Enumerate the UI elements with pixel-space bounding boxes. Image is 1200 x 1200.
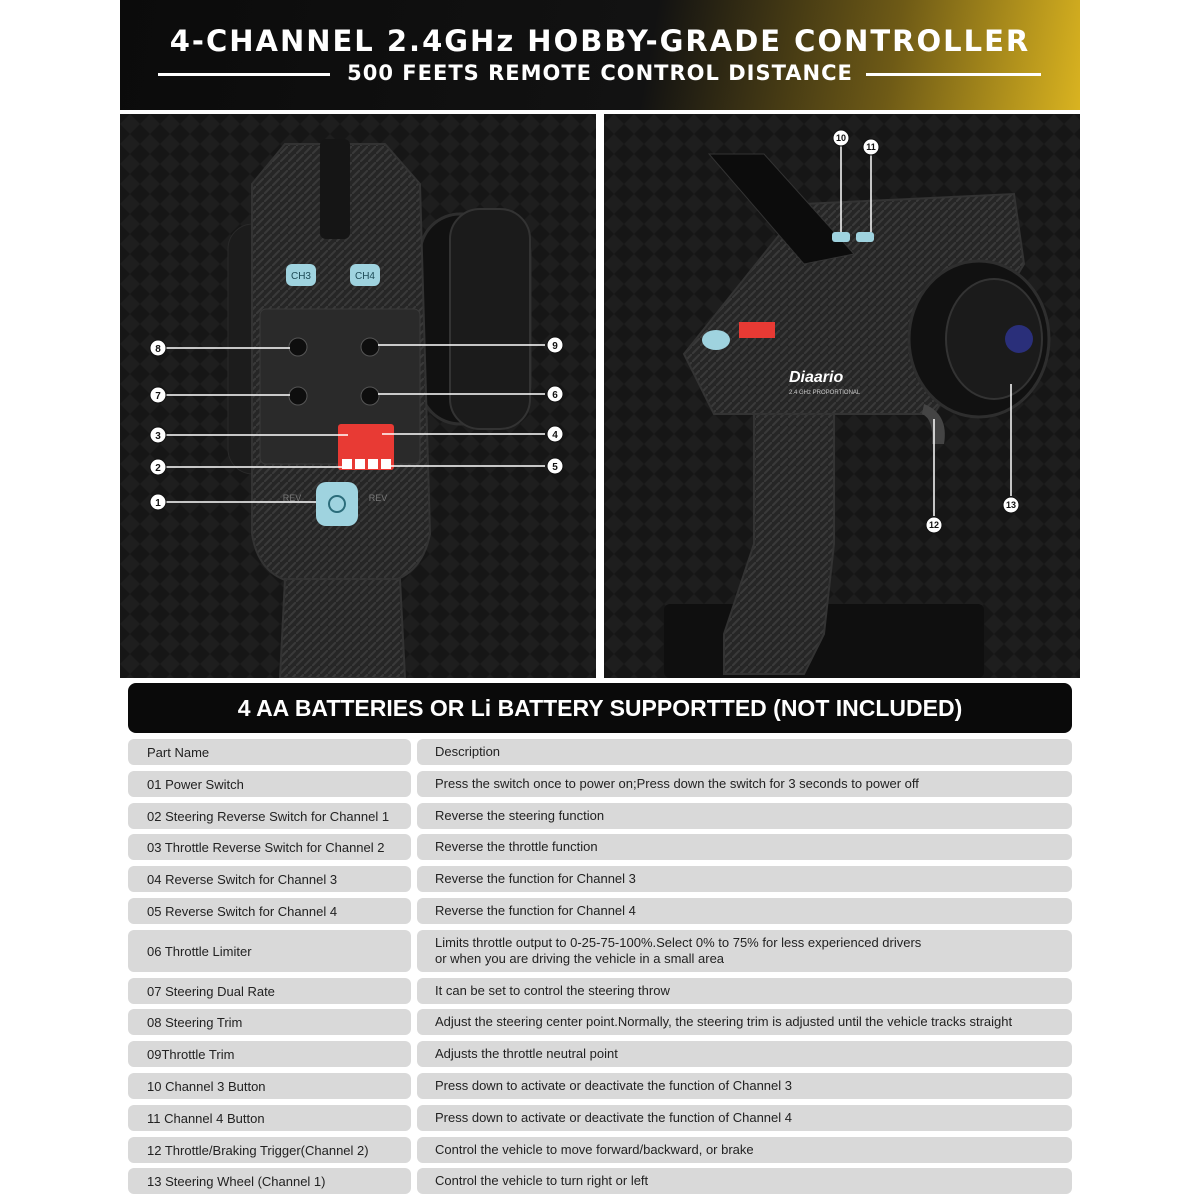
table-row bbox=[128, 771, 1072, 797]
part-description: Control the vehicle to move forward/backward, or brake bbox=[417, 1137, 1072, 1163]
part-name: 07 Steering Dual Rate bbox=[128, 978, 411, 1004]
callout-3-label: 3 bbox=[155, 431, 161, 442]
side-power-button[interactable] bbox=[702, 330, 730, 350]
side-view-illustration bbox=[604, 114, 1080, 678]
callout-9-label: 9 bbox=[552, 341, 558, 352]
callout-12-label: 12 bbox=[928, 520, 940, 530]
part-description-line-1: Limits throttle output to 0-25-75-100%.Select 0% to 75% for less experienced drivers bbox=[435, 935, 922, 950]
table-row bbox=[128, 930, 1072, 972]
part-name: 12 Throttle/Braking Trigger(Channel 2) bbox=[128, 1137, 411, 1163]
part-name: 04 Reverse Switch for Channel 3 bbox=[128, 866, 411, 892]
callout-10-label: 10 bbox=[835, 133, 847, 143]
front-view-illustration bbox=[120, 114, 596, 678]
power-button[interactable] bbox=[316, 482, 358, 526]
side-ch3-button[interactable] bbox=[832, 232, 850, 242]
callout-7-label: 7 bbox=[155, 391, 161, 402]
header-description: Description bbox=[417, 739, 1072, 765]
table-row bbox=[128, 834, 1072, 860]
header-part-name: Part Name bbox=[128, 739, 411, 765]
part-name: 09Throttle Trim bbox=[128, 1041, 411, 1067]
part-description: It can be set to control the steering throw bbox=[417, 978, 1072, 1004]
throttle-trim-knob[interactable] bbox=[361, 338, 379, 356]
part-description: Adjust the steering center point.Normally, the steering trim is adjusted until the vehicle tracks straight bbox=[417, 1009, 1072, 1035]
callout-6-label: 6 bbox=[552, 390, 558, 401]
side-switch-block[interactable] bbox=[739, 322, 775, 338]
rev-label-left: REV bbox=[282, 493, 302, 503]
wheel-hub bbox=[1005, 325, 1033, 353]
table-row bbox=[128, 898, 1072, 924]
table-header-row bbox=[128, 739, 1072, 765]
antenna-slot bbox=[320, 139, 350, 239]
table-row bbox=[128, 1105, 1072, 1131]
part-name: 10 Channel 3 Button bbox=[128, 1073, 411, 1099]
table-row bbox=[128, 978, 1072, 1004]
table-row bbox=[128, 1137, 1072, 1163]
table-row bbox=[128, 803, 1072, 829]
banner-subtitle: 500 FEETS REMOTE CONTROL DISTANCE bbox=[347, 61, 853, 85]
part-name: 13 Steering Wheel (Channel 1) bbox=[128, 1168, 411, 1194]
callout-4-label: 4 bbox=[552, 430, 558, 441]
part-description bbox=[417, 930, 1072, 972]
part-description: Reverse the function for Channel 4 bbox=[417, 898, 1072, 924]
side-ch4-button[interactable] bbox=[856, 232, 874, 242]
banner-title: 4-CHANNEL 2.4GHz HOBBY-GRADE CONTROLLER bbox=[169, 24, 1031, 58]
ch3-button-label: CH3 bbox=[290, 271, 312, 282]
callout-2-label: 2 bbox=[155, 463, 161, 474]
banner-divider-right bbox=[866, 73, 1041, 76]
handle-grip bbox=[280, 579, 405, 678]
callout-8-label: 8 bbox=[155, 344, 161, 355]
part-description: Press down to activate or deactivate the function of Channel 4 bbox=[417, 1105, 1072, 1131]
callout-11-label: 11 bbox=[866, 142, 876, 152]
throttle-limiter-knob[interactable] bbox=[361, 387, 379, 405]
callout-1-label: 1 bbox=[155, 498, 161, 509]
brand-tagline: 2.4 GHz PROPORTIONAL bbox=[789, 390, 861, 396]
part-description: Reverse the throttle function bbox=[417, 834, 1072, 860]
part-description-line-2: or when you are driving the vehicle in a small area bbox=[435, 951, 725, 966]
header-banner bbox=[120, 0, 1080, 110]
part-name: 02 Steering Reverse Switch for Channel 1 bbox=[128, 803, 411, 829]
callout-13-label: 13 bbox=[1005, 500, 1017, 510]
brand-logo: Diaario bbox=[789, 369, 844, 386]
steering-dual-rate-knob[interactable] bbox=[289, 387, 307, 405]
part-name: 01 Power Switch bbox=[128, 771, 411, 797]
steering-trim-knob[interactable] bbox=[289, 338, 307, 356]
part-description: Press down to activate or deactivate the function of Channel 3 bbox=[417, 1073, 1072, 1099]
battery-banner: 4 AA BATTERIES OR Li BATTERY SUPPORTTED (NOT INCLUDED) bbox=[128, 683, 1072, 733]
part-description: Adjusts the throttle neutral point bbox=[417, 1041, 1072, 1067]
part-description: Reverse the function for Channel 3 bbox=[417, 866, 1072, 892]
part-description: Reverse the steering function bbox=[417, 803, 1072, 829]
part-name: 03 Throttle Reverse Switch for Channel 2 bbox=[128, 834, 411, 860]
table-row bbox=[128, 866, 1072, 892]
side-view-panel bbox=[604, 114, 1080, 678]
part-name: 06 Throttle Limiter bbox=[128, 930, 411, 972]
part-name: 11 Channel 4 Button bbox=[128, 1105, 411, 1131]
table-row bbox=[128, 1009, 1072, 1035]
part-description: Control the vehicle to turn right or left bbox=[417, 1168, 1072, 1194]
table-row bbox=[128, 1073, 1072, 1099]
part-description: Press the switch once to power on;Press down the switch for 3 seconds to power off bbox=[417, 771, 1072, 797]
table-row bbox=[128, 1168, 1072, 1194]
table-row bbox=[128, 1041, 1072, 1067]
ch4-button-label: CH4 bbox=[354, 271, 376, 282]
callout-5-label: 5 bbox=[552, 462, 558, 473]
part-name: 08 Steering Trim bbox=[128, 1009, 411, 1035]
rev-label-right: REV bbox=[368, 493, 388, 503]
part-name: 05 Reverse Switch for Channel 4 bbox=[128, 898, 411, 924]
front-view-panel bbox=[120, 114, 596, 678]
